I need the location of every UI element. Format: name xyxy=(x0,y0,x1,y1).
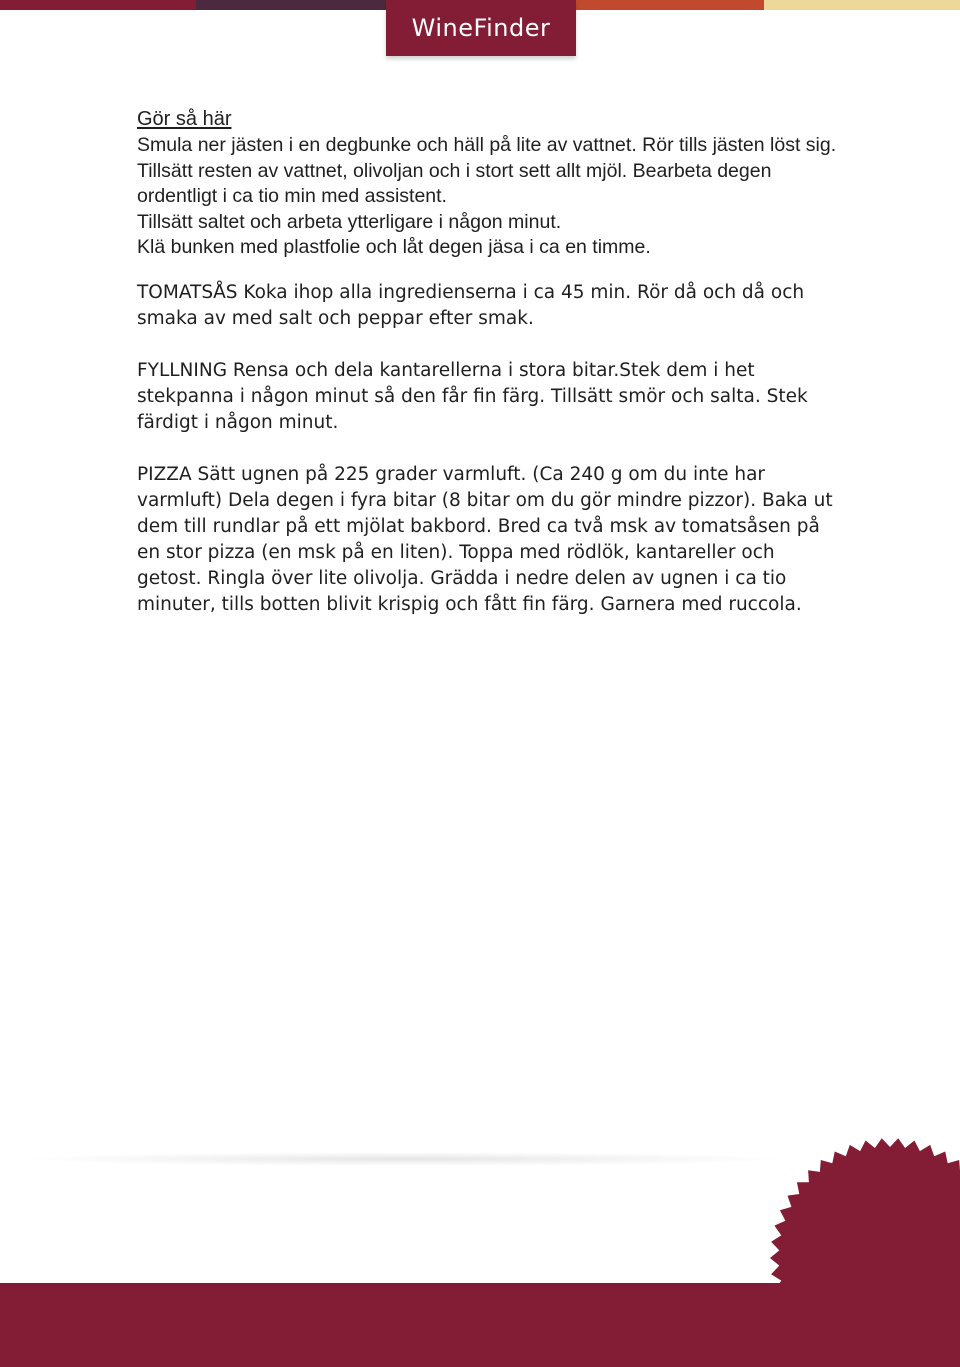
footer-band xyxy=(0,1283,960,1367)
stripe-segment xyxy=(576,0,764,10)
wine-seal-decoration xyxy=(760,1108,960,1288)
pizza-paragraph: PIZZA Sätt ugnen på 225 grader varmluft. (Ca 240 g om du inte har varmluft) Dela degen i fyra bitar (8 bitar om du gör mindre pizzor). Baka ut dem till rundlar på ett mjölat bakbord. Bred ca två msk av tomatsåsen på en stor pizza (en msk på en liten). Toppa med rödlök, kantareller och getost. Ringla över lite olivolja. Grädda i nedre delen av ugnen i ca tio minuter, tills botten blivit krispig och fått fin färg. Garnera med ruccola. xyxy=(137,463,833,615)
recipe-content xyxy=(137,106,837,618)
dough-step: Klä bunken med plastfolie och låt degen jäsa i ca en timme. xyxy=(137,236,651,258)
stripe-segment xyxy=(764,0,960,10)
dough-step: Tillsätt saltet och arbeta ytterligare i någon minut. xyxy=(137,210,562,233)
dough-step: Tillsätt resten av vattnet, olivoljan och i stort sett allt mjöl. Bearbeta degen ordentligt i ca tio min med assistent. xyxy=(137,159,772,207)
recipe-heading: Gör så här xyxy=(137,108,232,130)
stripe-segment xyxy=(0,0,196,10)
stripe-segment xyxy=(196,0,386,10)
fyllning-paragraph: FYLLNING Rensa och dela kantarellerna i stora bitar.Stek dem i het stekpanna i någon minut så den får fin färg. Tillsätt smör och salta. Stek färdigt i någon minut. xyxy=(137,359,808,433)
dough-step: Smula ner jästen i en degbunke och häll på lite av vattnet. Rör tills jästen löst sig. xyxy=(137,134,837,156)
winefinder-logo: WineFinder xyxy=(386,0,576,56)
divider-shadow xyxy=(20,1152,790,1166)
tomatsas-paragraph: TOMATSÅS Koka ihop alla ingredienserna i ca 45 min. Rör då och då och smaka av med salt och peppar efter smak. xyxy=(137,281,805,329)
